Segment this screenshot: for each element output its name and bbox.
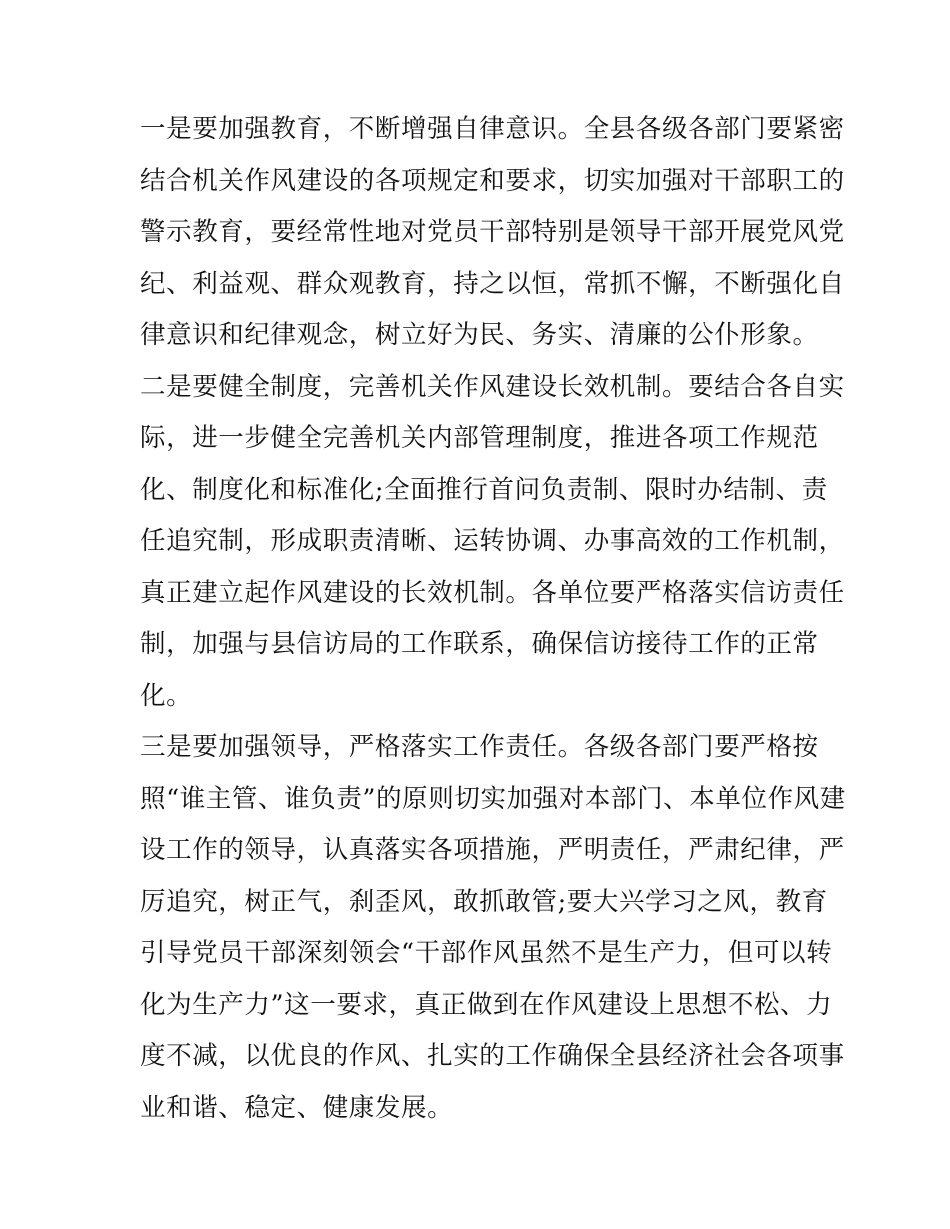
text-line: 任追究制，形成职责清晰、运转协调、办事高效的工作机制，: [140, 526, 845, 556]
text-line: 二是要健全制度，完善机关作风建设长效机制。要结合各自实: [140, 371, 845, 402]
text-line: 三是要加强领导，严格落实工作责任。各级各部门要严格按: [140, 732, 819, 762]
paragraph-system: [140, 362, 845, 723]
text-line: 结合机关作风建设的各项规定和要求，切实加强对干部职工的: [140, 165, 845, 196]
text-line: 际，进一步健全完善机关内部管理制度，推进各项工作规范: [140, 423, 819, 453]
text-line: 照“谁主管、谁负责”的原则切实加强对本部门、本单位作风建: [140, 783, 846, 814]
text-line: 制，加强与县信访局的工作联系，确保信访接待工作的正常: [140, 629, 819, 659]
text-line: 化。: [140, 680, 193, 711]
text-line: 引导党员干部深刻领会“干部作风虽然不是生产力，但可以转: [140, 938, 833, 968]
text-line: 设工作的领导，认真落实各项措施，严明责任，严肃纪律，严: [140, 835, 845, 865]
paragraph-education: [140, 104, 845, 362]
text-line: 真正建立起作风建设的长效机制。各单位要严格落实信访责任: [140, 577, 845, 608]
text-line: 化为生产力”这一要求，真正做到在作风建设上思想不松、力: [140, 989, 833, 1020]
paragraph-leadership: [140, 722, 846, 1134]
text-line: 律意识和纪律观念，树立好为民、务实、清廉的公仆形象。: [140, 320, 819, 350]
text-line: 业和谐、稳定、健康发展。: [140, 1092, 454, 1123]
text-line: 警示教育，要经常性地对党员干部特别是领导干部开展党风党: [140, 217, 845, 247]
text-line: 厉追究，树正气，刹歪风，敢抓敢管;要大兴学习之风，教育: [140, 886, 828, 917]
text-line: 一是要加强教育，不断增强自律意识。全县各级各部门要紧密: [140, 114, 845, 144]
text-line: 度不减，以优良的作风、扎实的工作确保全县经济社会各项事: [140, 1041, 845, 1071]
text-line: 化、制度化和标准化;全面推行首问负责制、限时办结制、责: [140, 474, 828, 505]
document-body: [140, 104, 846, 1134]
text-line: 纪、利益观、群众观教育，持之以恒，常抓不懈，不断强化自: [140, 268, 845, 299]
